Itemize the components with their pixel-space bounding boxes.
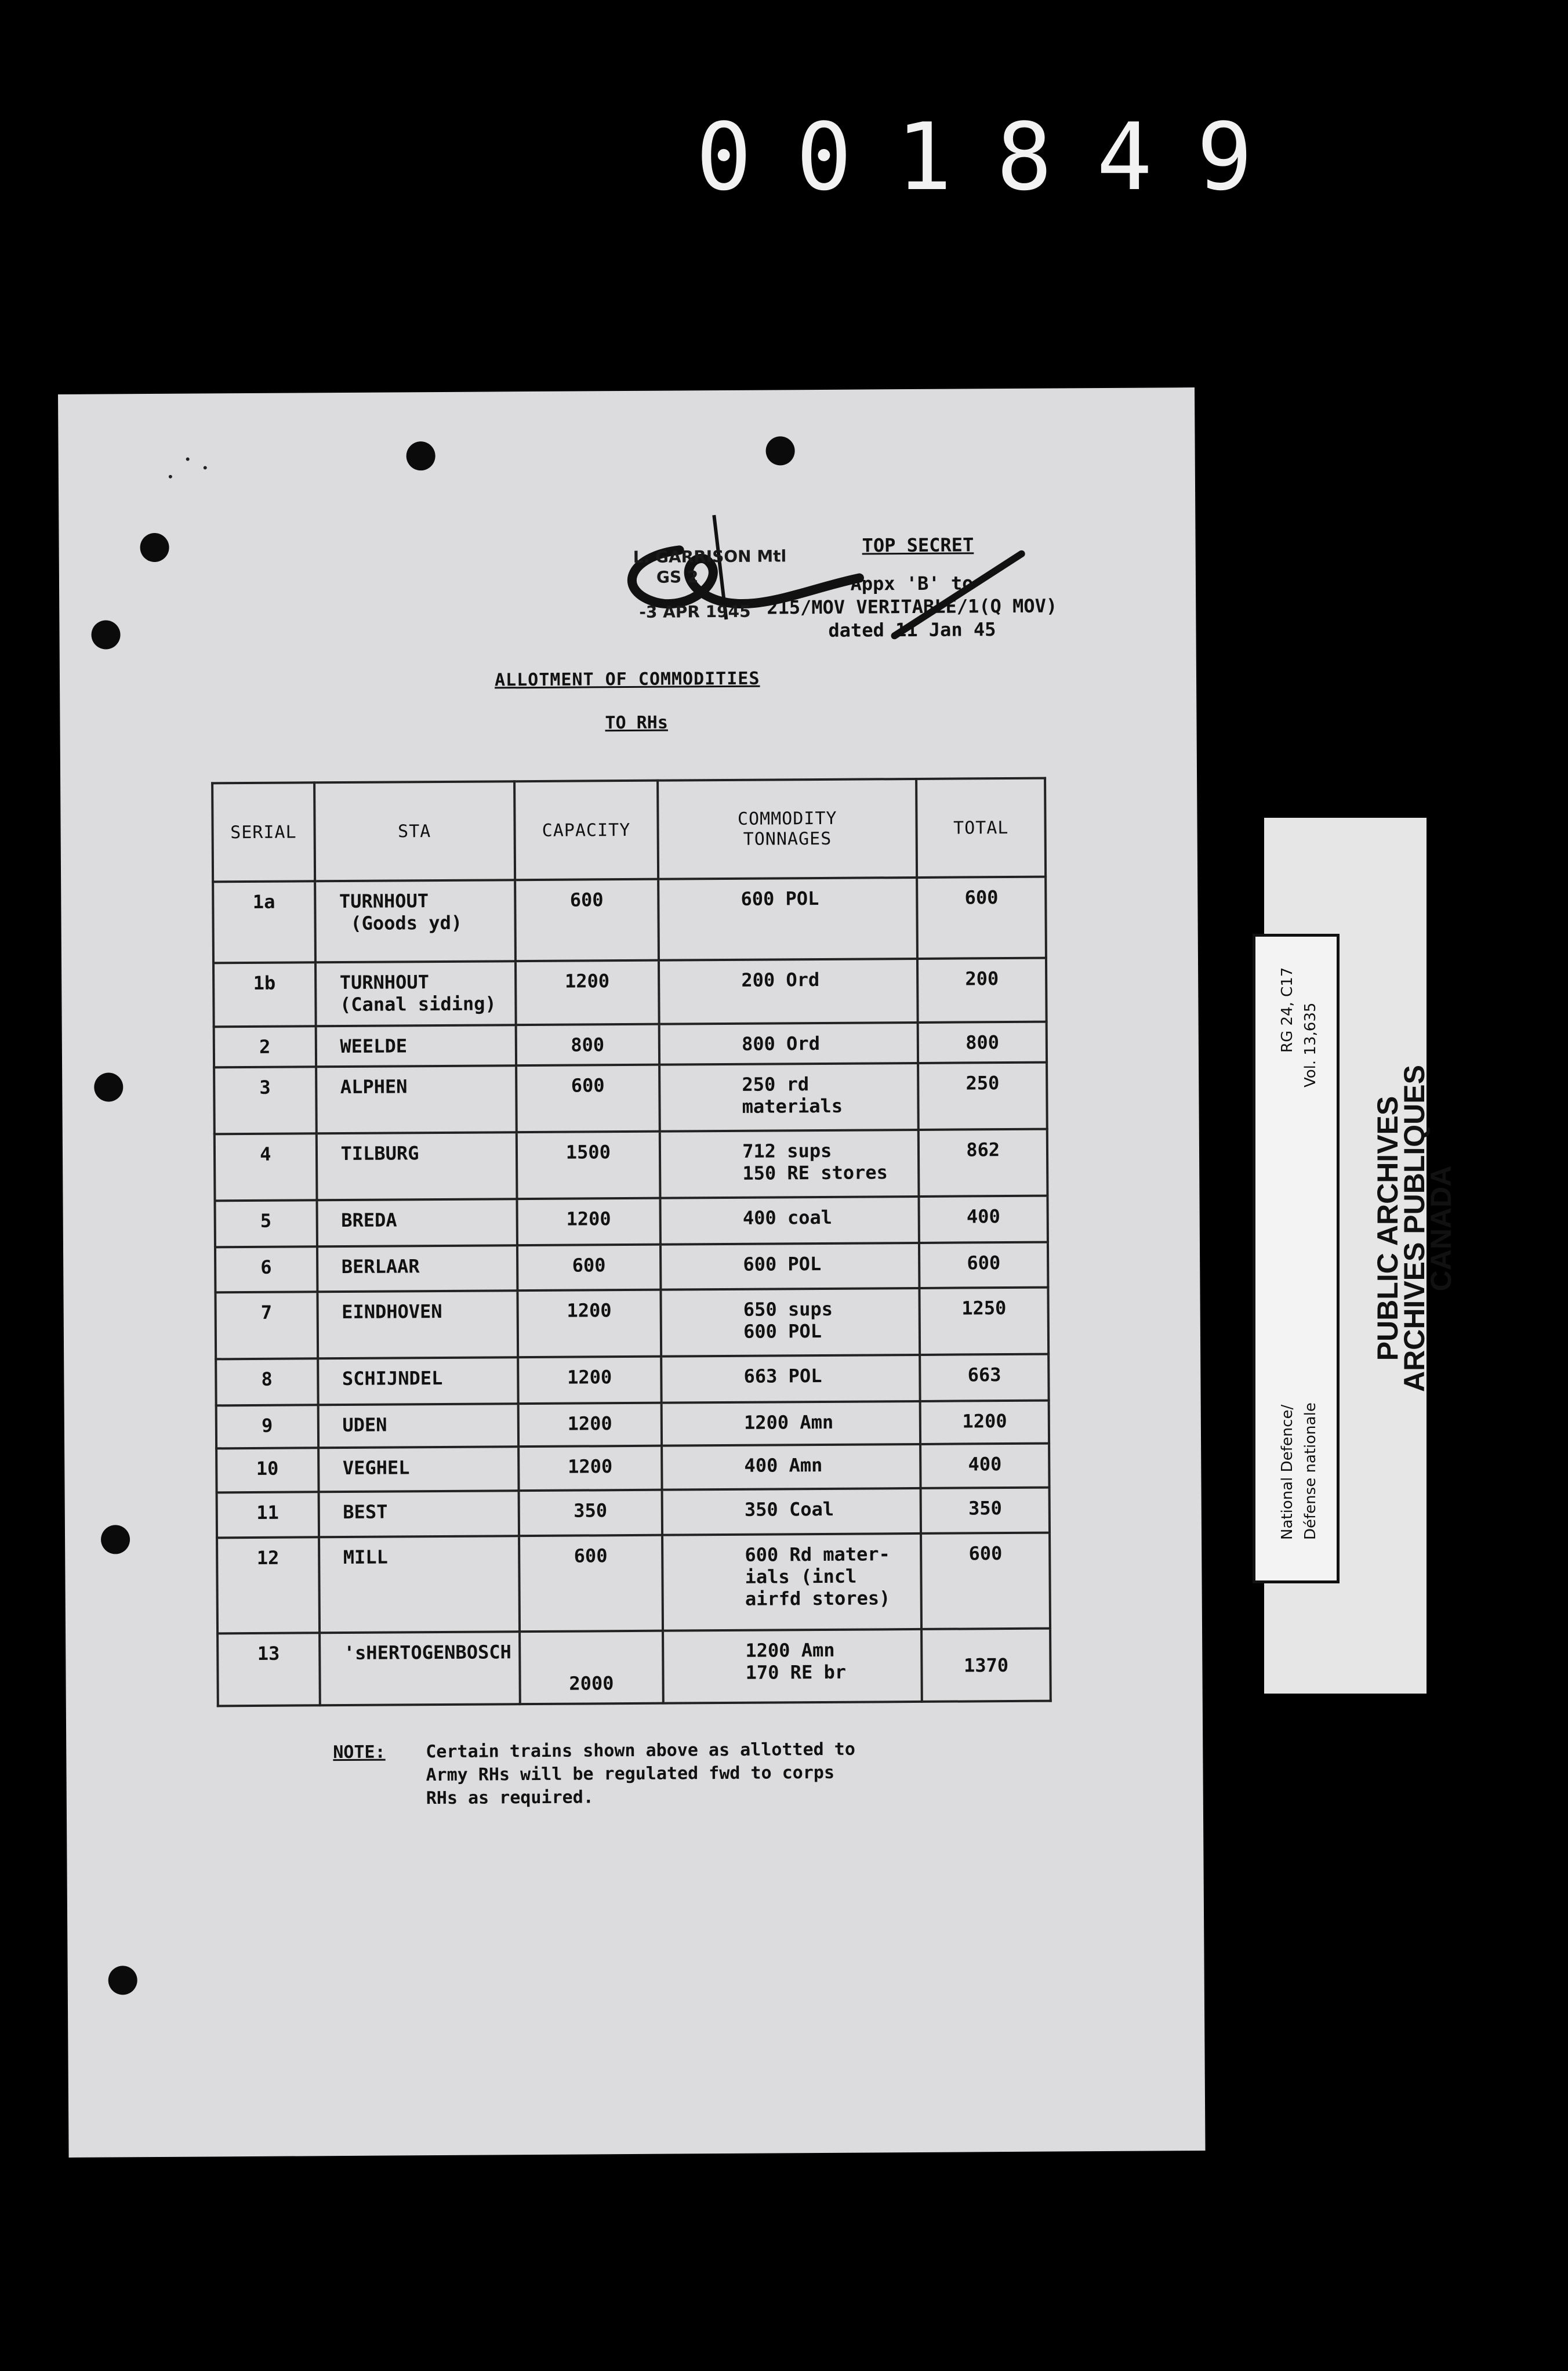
header-commodity: COMMODITY TONNAGES xyxy=(658,779,917,879)
cell-commodity: 600 POL xyxy=(660,1243,920,1290)
table-row xyxy=(214,1022,1047,1068)
cell-sta: EINDHOVEN xyxy=(317,1290,518,1358)
cell-commodity: 600 Rd mater- ials (incl airfd stores) xyxy=(662,1533,921,1631)
cell-sta: TILBURG xyxy=(316,1132,517,1200)
cell-total: 600 xyxy=(917,877,1046,959)
table-row xyxy=(214,1063,1047,1134)
frame-number xyxy=(696,102,1253,211)
cell-total: 663 xyxy=(920,1354,1049,1401)
table-row xyxy=(213,958,1047,1027)
cell-capacity: 800 xyxy=(516,1024,659,1066)
cell-serial: 5 xyxy=(215,1200,317,1247)
cell-sta: BREDA xyxy=(317,1199,517,1246)
cell-capacity: 1200 xyxy=(517,1198,660,1246)
date-line: dated 11 Jan 45 xyxy=(828,618,996,641)
cell-capacity: 1200 xyxy=(518,1446,662,1491)
punch-hole xyxy=(140,533,169,562)
cell-commodity: 600 POL xyxy=(658,878,917,960)
cell-sta: BERLAAR xyxy=(317,1245,517,1292)
institution-line: PUBLIC ARCHIVES xyxy=(1371,1096,1404,1361)
cell-sta: BEST xyxy=(318,1491,518,1537)
table-row xyxy=(216,1444,1049,1493)
table-row xyxy=(215,1196,1047,1248)
table-row xyxy=(215,1129,1048,1201)
cell-serial: 12 xyxy=(217,1537,320,1633)
cell-total: 350 xyxy=(921,1488,1050,1533)
cell-sta: WEELDE xyxy=(315,1025,516,1067)
institution-line: CANADA xyxy=(1425,1165,1457,1292)
commodities-table xyxy=(211,777,1052,1707)
speck xyxy=(169,475,172,478)
appendix-line: Appx 'B' to xyxy=(850,572,974,595)
punch-hole xyxy=(406,441,435,470)
cell-capacity: 350 xyxy=(518,1490,662,1536)
institution-line: ARCHIVES PUBLIQUES xyxy=(1398,1065,1431,1392)
cell-capacity: 600 xyxy=(519,1535,663,1632)
cell-total: 600 xyxy=(921,1533,1050,1629)
cell-total: 600 xyxy=(919,1242,1048,1288)
archive-ref-1: RG 24, C17 xyxy=(1279,967,1296,1053)
cell-total: 1250 xyxy=(920,1288,1048,1355)
cell-total: 250 xyxy=(918,1063,1047,1130)
archive-institution xyxy=(1371,1065,1457,1392)
cell-serial: 11 xyxy=(217,1492,319,1538)
cell-capacity: 1200 xyxy=(517,1290,661,1358)
cell-commodity: 712 sups 150 RE stores xyxy=(660,1130,919,1198)
cell-serial: 8 xyxy=(216,1358,318,1405)
classification: TOP SECRET xyxy=(862,534,974,557)
cell-sta: MILL xyxy=(319,1536,520,1633)
note-label: NOTE: xyxy=(333,1742,386,1763)
speck xyxy=(186,458,190,461)
cell-serial: 3 xyxy=(214,1067,316,1134)
cell-sta: UDEN xyxy=(318,1404,518,1448)
cell-capacity: 1200 xyxy=(518,1357,662,1404)
cell-serial: 2 xyxy=(214,1026,316,1067)
cell-commodity: 200 Ord xyxy=(659,959,918,1024)
cell-total: 400 xyxy=(920,1444,1049,1488)
table-row xyxy=(217,1629,1051,1706)
cell-sta: ALPHEN xyxy=(316,1065,517,1133)
header-total: TOTAL xyxy=(916,778,1046,878)
frame-digit: 9 xyxy=(1196,102,1253,211)
punch-hole xyxy=(94,1072,123,1101)
table-row xyxy=(215,1288,1048,1359)
archive-dept-2: Défense nationale xyxy=(1302,1402,1319,1540)
speck xyxy=(204,466,207,469)
stamp-line: GS 2 xyxy=(656,567,699,587)
reference-block xyxy=(767,571,1058,642)
cell-sta: TURNHOUT (Goods yd) xyxy=(315,880,516,962)
frame-digit: 0 xyxy=(696,102,752,211)
cell-serial: 13 xyxy=(217,1633,320,1706)
table-row xyxy=(217,1533,1050,1634)
cell-commodity: 663 POL xyxy=(661,1355,920,1403)
header-serial: SERIAL xyxy=(212,782,315,882)
cell-commodity: 800 Ord xyxy=(659,1023,919,1065)
cell-serial: 7 xyxy=(215,1292,317,1359)
reference-line: 215/MOV VERITABLE/1(Q MOV) xyxy=(767,594,1058,619)
cell-sta: VEGHEL xyxy=(318,1446,518,1492)
cell-commodity: 1200 Amn xyxy=(662,1401,921,1446)
archive-ref-2: Vol. 13,635 xyxy=(1302,1002,1319,1087)
cell-commodity: 400 coal xyxy=(660,1197,920,1245)
cell-serial: 9 xyxy=(216,1405,318,1448)
document-sheet xyxy=(58,387,1206,2158)
table-row xyxy=(216,1401,1049,1449)
frame-digit: 1 xyxy=(896,102,952,211)
cell-total: 400 xyxy=(919,1196,1048,1243)
note-text: Certain trains shown above as allotted to Army RHs will be regulated fwd to corps RHs as required. xyxy=(426,1739,855,1809)
frame-digit: 4 xyxy=(1096,102,1153,211)
cell-serial: 4 xyxy=(215,1133,317,1201)
cell-capacity: 1500 xyxy=(516,1132,660,1199)
cell-serial: 10 xyxy=(216,1448,318,1492)
cell-capacity: 600 xyxy=(515,879,659,962)
header-sta: STA xyxy=(314,781,515,881)
archive-card-label xyxy=(1253,934,1340,1583)
archive-dept-1: National Defence/ xyxy=(1279,1404,1296,1540)
document-subtitle: TO RHs xyxy=(605,712,668,734)
table-row xyxy=(216,1354,1048,1406)
cell-commodity: 650 sups 600 POL xyxy=(661,1288,920,1357)
punch-hole xyxy=(91,620,120,649)
cell-total: 200 xyxy=(917,958,1046,1023)
cell-commodity: 350 Coal xyxy=(662,1488,921,1535)
frame-digit: 0 xyxy=(796,102,852,211)
cell-sta: 'sHERTOGENBOSCH xyxy=(320,1632,520,1705)
cell-capacity: 2000 xyxy=(520,1631,663,1705)
cell-sta: TURNHOUT (Canal siding) xyxy=(315,961,516,1026)
stamp-date: -3 APR 1945 xyxy=(639,601,751,622)
cell-capacity: 1200 xyxy=(518,1403,662,1447)
header-capacity: CAPACITY xyxy=(514,781,659,880)
cell-commodity: 1200 Amn 170 RE br xyxy=(663,1629,922,1703)
table-row xyxy=(213,877,1046,963)
cell-total: 1370 xyxy=(921,1629,1050,1702)
cell-capacity: 600 xyxy=(516,1065,660,1133)
cell-capacity: 600 xyxy=(517,1245,661,1291)
cell-capacity: 1200 xyxy=(516,960,659,1025)
document-title: ALLOTMENT OF COMMODITIES xyxy=(494,668,760,691)
frame-digit: 8 xyxy=(996,102,1052,211)
cell-serial: 1a xyxy=(213,881,315,963)
cell-commodity: 250 rd materials xyxy=(659,1063,919,1132)
punch-hole xyxy=(101,1525,130,1554)
table-row xyxy=(217,1488,1050,1538)
punch-hole xyxy=(108,1966,137,1995)
stamp-line: L. GARRISON Mtl xyxy=(633,546,787,567)
cell-total: 862 xyxy=(919,1129,1047,1197)
cell-sta: SCHIJNDEL xyxy=(318,1357,518,1405)
cell-serial: 6 xyxy=(215,1246,317,1292)
punch-hole xyxy=(765,436,794,465)
table-header-row xyxy=(212,778,1046,882)
cell-commodity: 400 Amn xyxy=(662,1444,921,1490)
table-row xyxy=(215,1242,1048,1293)
cell-serial: 1b xyxy=(213,962,315,1027)
cell-total: 800 xyxy=(918,1022,1047,1063)
cell-total: 1200 xyxy=(920,1401,1049,1444)
